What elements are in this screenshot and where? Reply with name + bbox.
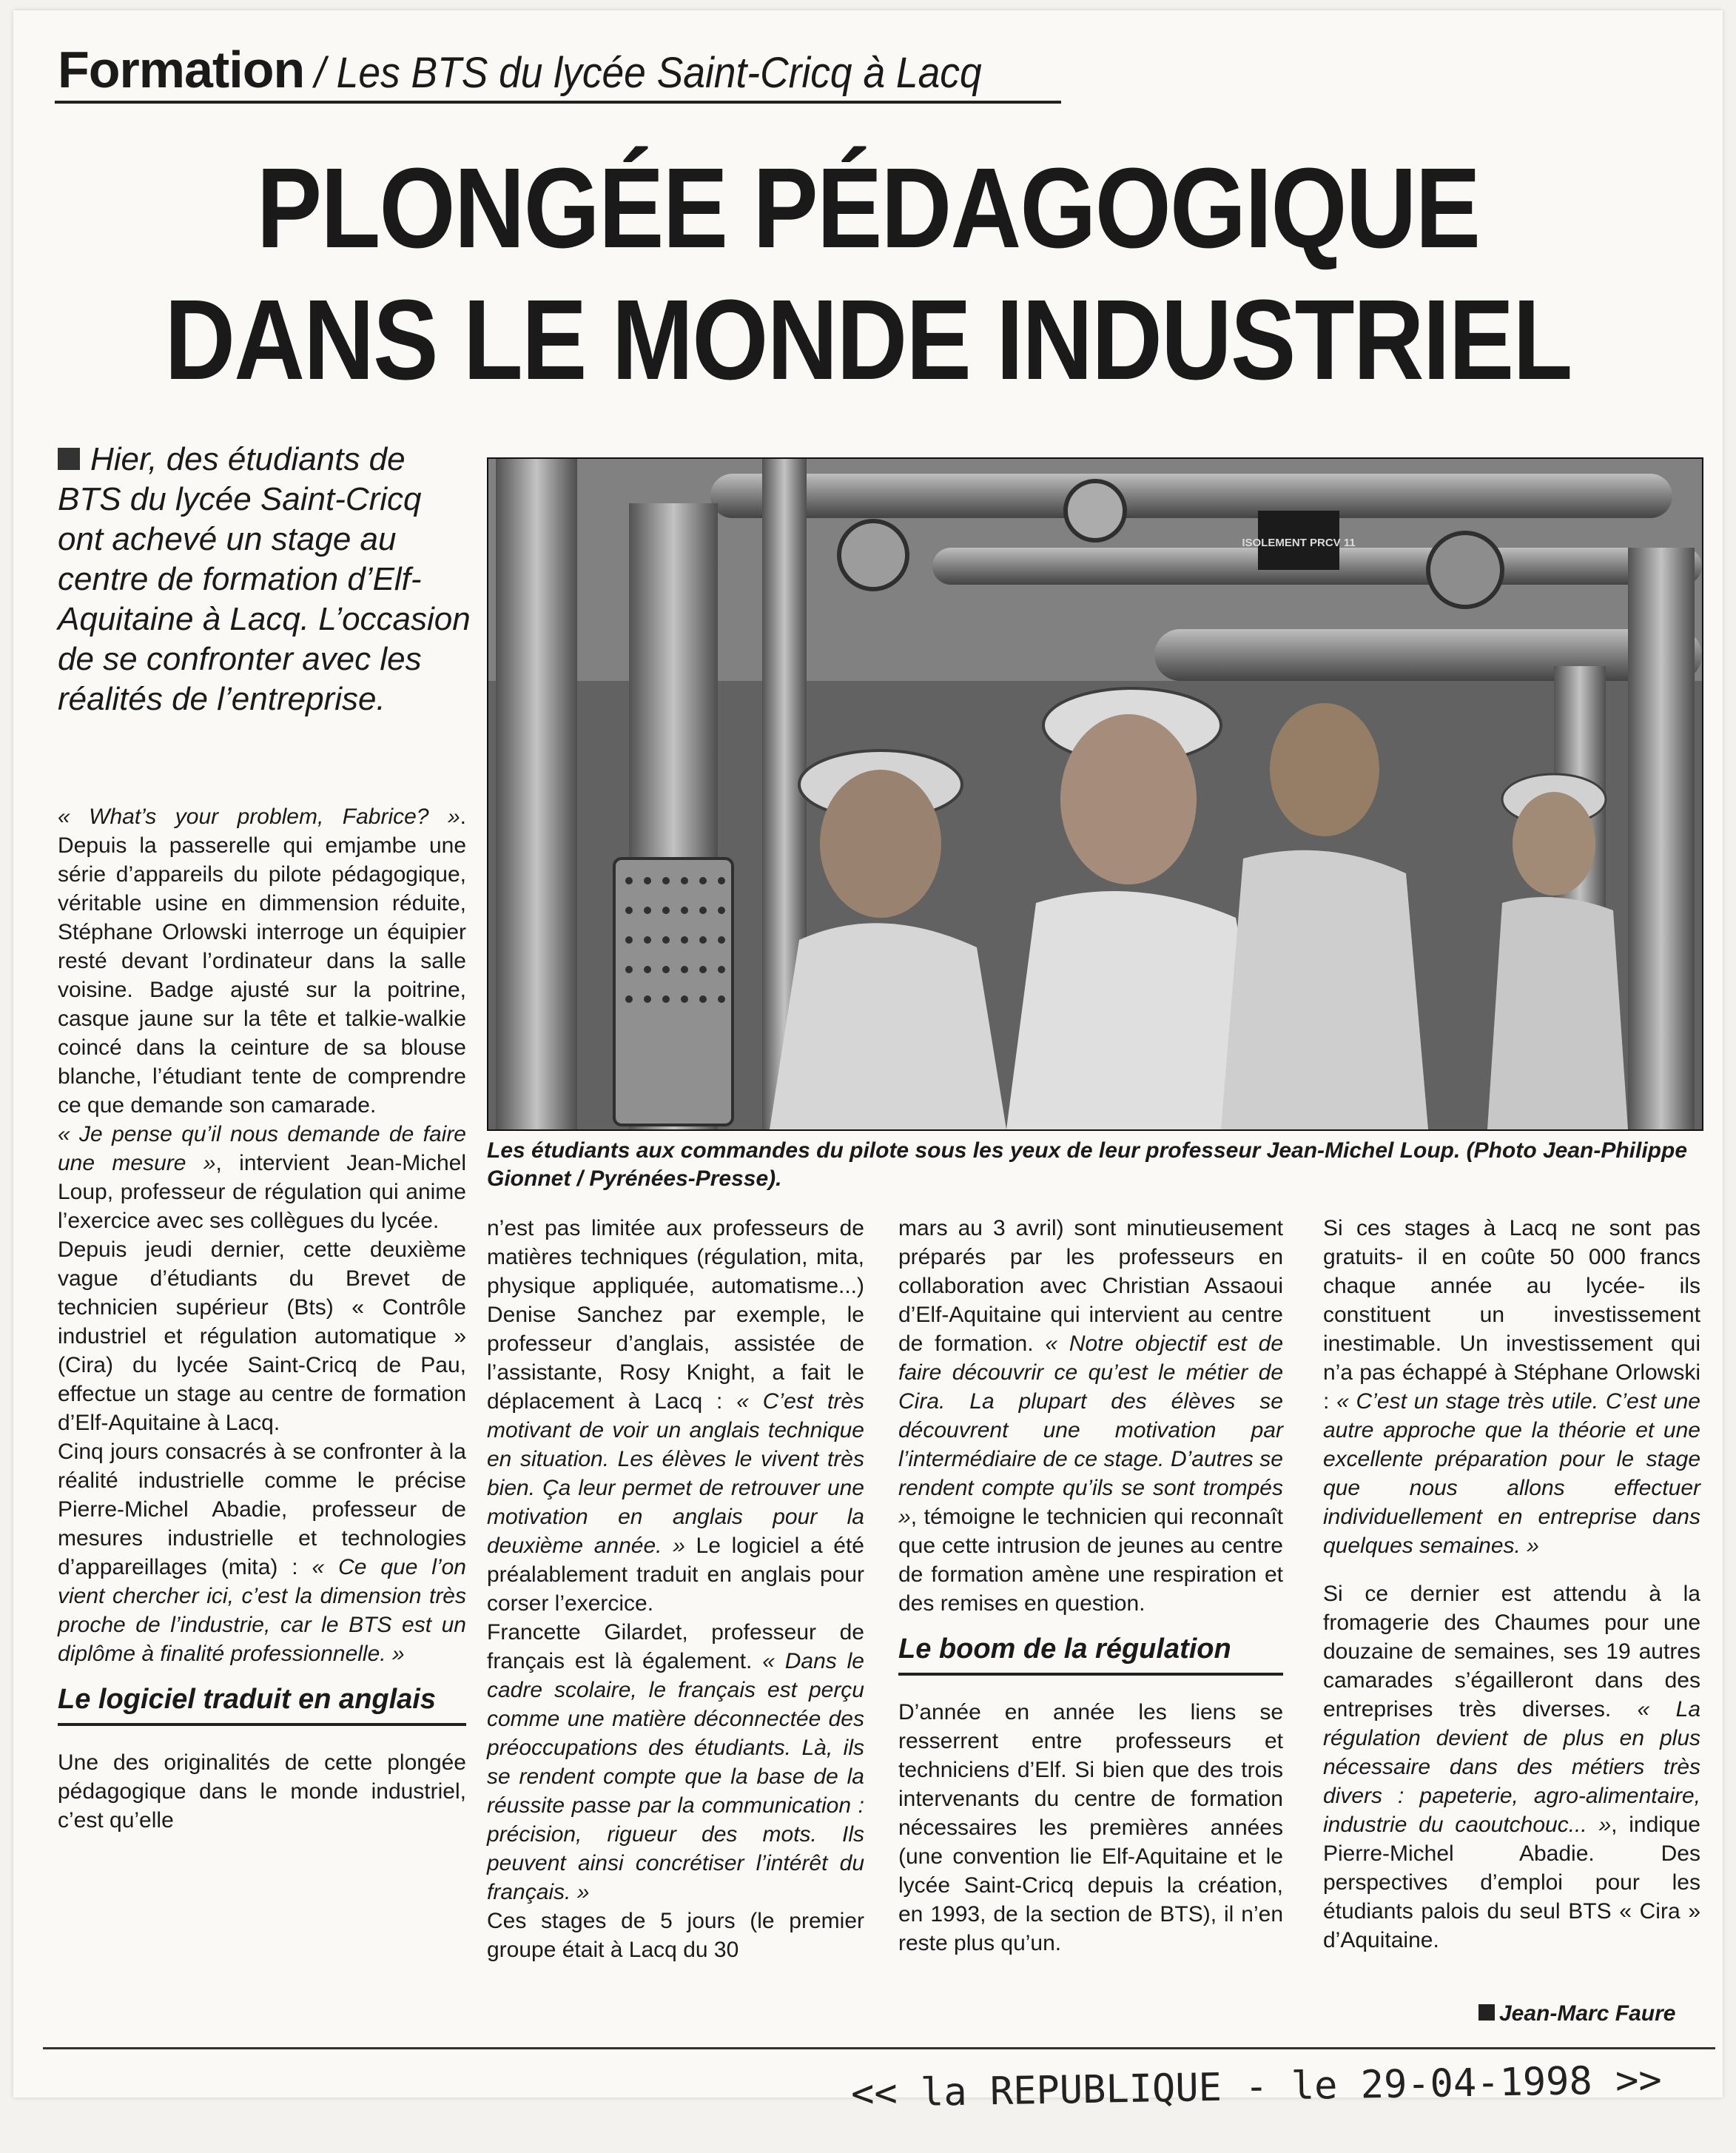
article-column-3: [898, 1214, 1283, 1958]
article-column-1: [58, 802, 466, 1835]
paragraph: Cinq jours consacrés à se confronter à la réalité industrielle comme le précise Pierre-Michel Abadie, professeur de mesures industrielle et technologies d’appareillages (mita) : « Ce que l’on vient chercher ici, c’est la dimension très proche de l’industrie, car le BTS est un diplôme à finalité professionnelle. »: [58, 1440, 466, 1666]
paragraph: « Je pense qu’il nous demande de faire une mesure », intervient Jean-Michel Loup, professeur de régulation qui anime l’exercice avec ses collègues du lycée.: [58, 1122, 466, 1233]
paragraph: Francette Gilardet, professeur de français est là également. « Dans le cadre scolaire, le français est perçu comme une matière déconnectée des préoccupations des étudiants. Là, ils se rendent compte que la base de la réussite passe par la communication : précision, rigueur des mots. Ils peuvent ainsi concrétiser l’intérêt du français. »: [487, 1620, 864, 1904]
photo-caption: Les étudiants aux commandes du pilote sous les yeux de leur professeur Jean-Michel Loup. (Photo Jean-Philippe Gionnet / Pyrénées-Presse).: [487, 1138, 1688, 1191]
section-rubric: [58, 40, 1040, 105]
rubric-underline: [55, 101, 1061, 104]
section-subtitle: / Les BTS du lycée Saint-Cricq à Lacq: [314, 49, 982, 97]
square-bullet-icon: [1478, 2004, 1495, 2021]
author-signature: Jean-Marc Faure: [1478, 2001, 1675, 2026]
paragraph: Depuis jeudi dernier, cette deuxième vague d’étudiants du Brevet de technicien supérieur (Bts) « Contrôle industriel et régulation automatique » (Cira) du lycée Saint-Cricq de Pau, effectue un stage au centre de formation d’Elf-Aquitaine à Lacq.: [58, 1237, 466, 1435]
article-column-4: [1323, 1214, 1700, 1955]
paragraph: n’est pas limitée aux professeurs de matières techniques (régulation, mita, physique appliquée, automatisme...) Denise Sanchez par exemple, le professeur d’anglais, assistée de l’assistante, Rosy Knight, a fait le déplacement à Lacq : « C’est très motivant de voir un anglais technique en situation. Les élèves le vivent très bien. Ça leur permet de retrouver une motivation en anglais pour la deuxième année. » Le logiciel a été préalablement traduit en anglais pour corser l’exercice.: [487, 1216, 865, 1616]
paragraph: mars au 3 avril) sont minutieusement préparés par les professeurs en collaboration avec Christian Assaoui d’Elf-Aquitaine qui intervient au centre de formation. « Notre objectif est de faire découvrir ce qu’est le métier de Cira. La plupart des élèves se découvrent une motivation par l’intermédiaire de ce stage. D’autres se rendent compte qu’ils se sont trompés », témoigne le technicien qui reconnaît que cette intrusion de jeunes au centre de formation amène une respiration et des remises en question.: [898, 1216, 1284, 1616]
headline-line-1: PLONGÉE PÉDAGOGIQUE: [256, 144, 1480, 272]
section-kicker: Formation: [58, 41, 305, 98]
lead-paragraph: [58, 440, 472, 719]
article-column-2: [487, 1214, 864, 1964]
paragraph: Ces stages de 5 jours (le premier groupe était à Lacq du 30: [487, 1909, 864, 1962]
paragraph: Une des originalités de cette plongée pédagogique dans le monde industriel, c’est qu’elle: [58, 1750, 466, 1833]
paragraph: Si ce dernier est attendu à la fromagerie des Chaumes pour une douzaine de semaines, ses 19 autres camarades s’égailleront dans des entreprises très diverses. « La régulation devient de plus en plus nécessaire dans des métiers très divers : papeterie, agro-alimentaire, industrie du caoutchouc... », indique Pierre-Michel Abadie. Des perspectives d’emploi pour les étudiants palois du seul BTS « Cira » d’Aquitaine.: [1323, 1582, 1700, 1952]
subheading: Le boom de la régulation: [898, 1633, 1283, 1676]
paragraph: « What’s your problem, Fabrice? ». Depuis la passerelle qui emjambe une série d’appareils du pilote pédagogique, véritable usine en dimmension réduite, Stéphane Orlowski interroge un équipier resté devant l’ordinateur dans la salle voisine. Badge ajusté sur la poitrine, casque jaune sur la tête et talkie-walkie coincé dans la ceinture de sa blouse blanche, l’étudiant tente de comprendre ce que demande son camarade.: [58, 805, 466, 1118]
subheading: Le logiciel traduit en anglais: [58, 1683, 466, 1726]
paragraph: D’année en année les liens se resserrent entre professeurs et techniciens d’Elf. Si bien que des trois intervenants du centre de formation nécessaires les premières années (une convention lie Elf-Aquitaine et le lycée Saint-Cricq depuis la création, en 1993, de la section de BTS), il n’en reste plus qu’un.: [898, 1700, 1283, 1955]
square-bullet-icon: [58, 448, 80, 470]
bottom-divider: [43, 2047, 1715, 2049]
headline-line-2: DANS LE MONDE INDUSTRIEL: [164, 276, 1572, 403]
lead-text: Hier, des étudiants de BTS du lycée Saint-Cricq ont achevé un stage au centre de formation d’Elf-Aquitaine à Lacq. L’occasion de se confronter avec les réalités de l’entreprise.: [58, 441, 471, 717]
paragraph: Si ces stages à Lacq ne sont pas gratuits- il en coûte 50 000 francs chaque année au lycée- ils constituent un investissement inestimable. Un investissement qui n’a pas échappé à Stéphane Orlowski : « C’est un stage très utile. C’est une autre approche que la théorie et une excellente préparation pour le stage que nous allons effectuer individuellement en entreprise dans quelques semaines. »: [1323, 1216, 1700, 1558]
handwritten-source-note: << la REPUBLIQUE - le 29-04-1998 >>: [850, 2058, 1663, 2117]
article-photo: [487, 457, 1703, 1131]
factory-photo-illustration: [488, 459, 1702, 1129]
headline: [13, 142, 1723, 406]
newspaper-clipping: [13, 10, 1723, 2097]
